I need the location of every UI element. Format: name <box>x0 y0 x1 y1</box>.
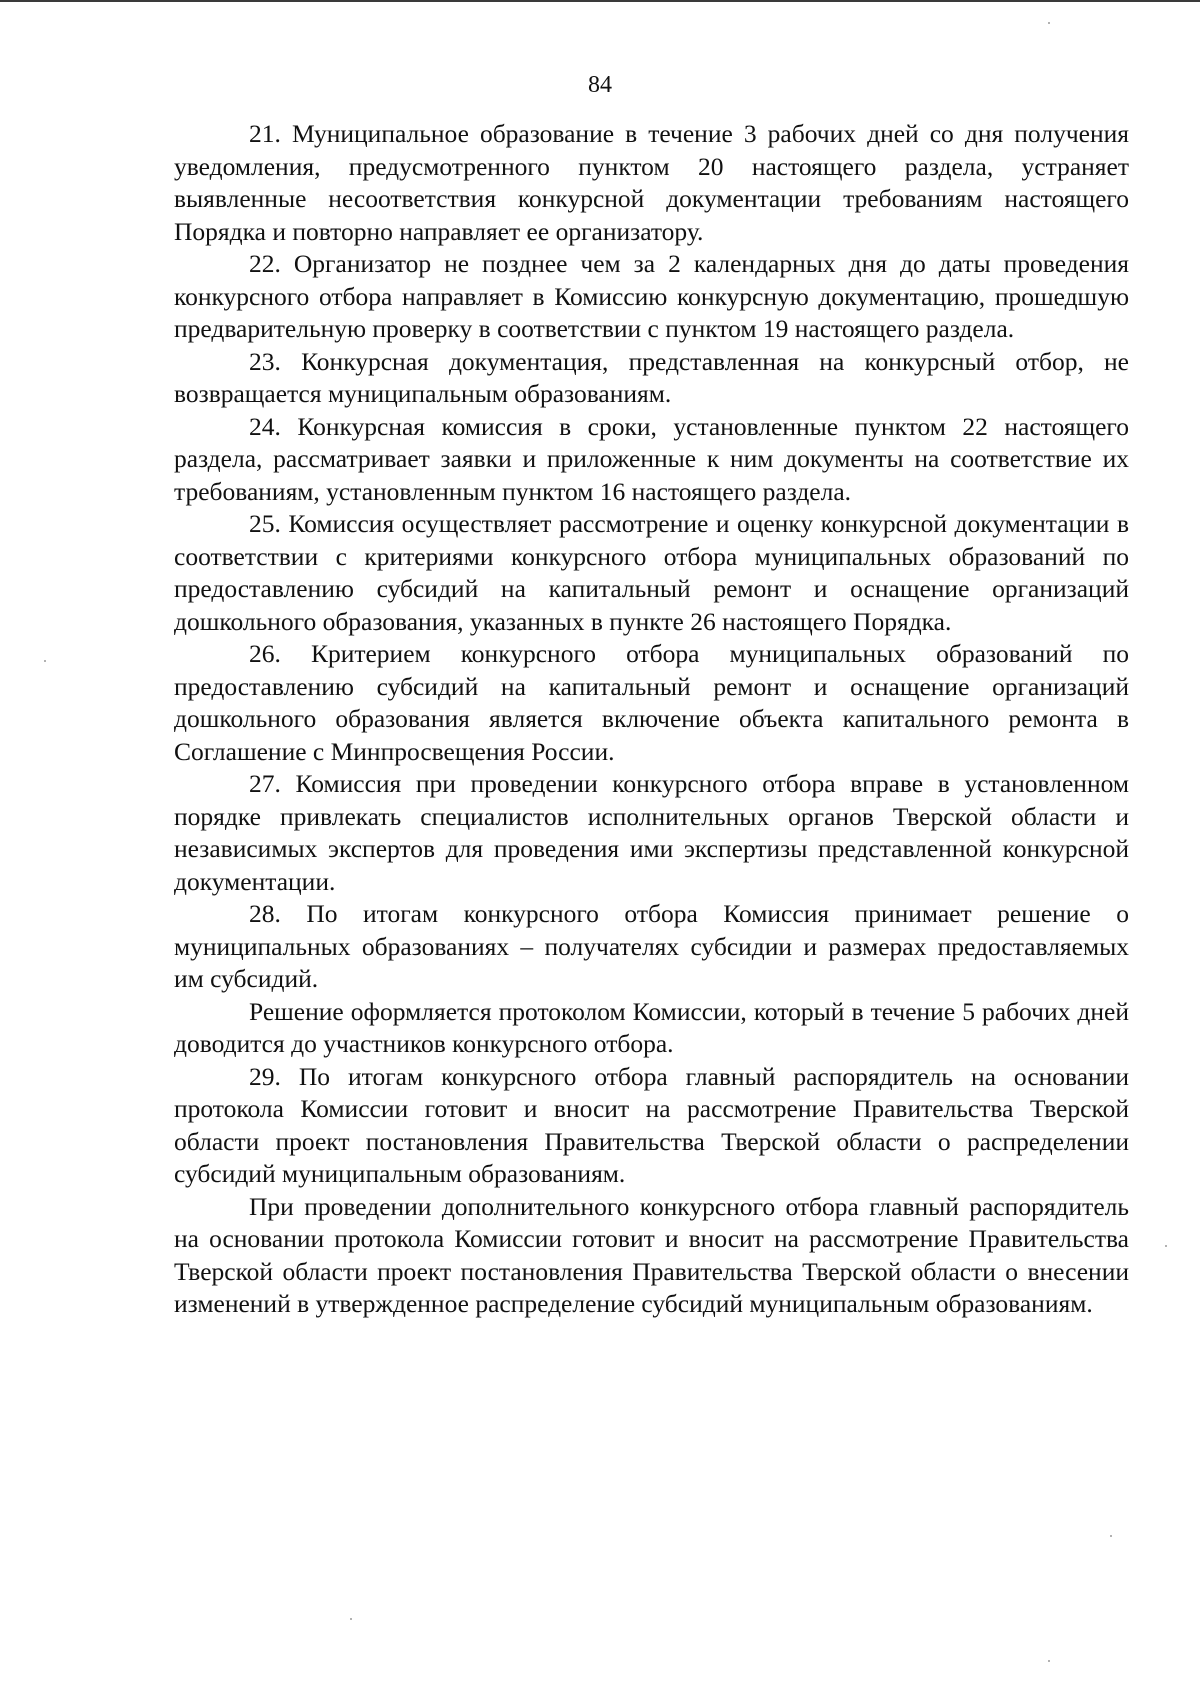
paragraph-25: 25. Комиссия осуществляет рассмотрение и оценку конкурсной документации в соответствии с критериями конкурсного отбора муниципальных образований по предоставлению субсидий на капитальный ремонт и оснащение организаций дошкольного образования, указанных в пункте 26 настоящего Порядка. <box>174 509 1129 636</box>
paragraph-29: 29. По итогам конкурсного отбора главный распорядитель на основании протокола Комиссии готовит и вносит на рассмотрение Правительства Тверской области проект постановления Правительства Тверской области о распределении субсидий муниципальным образованиям. <box>174 1061 1129 1188</box>
paragraph-23: 23. Конкурсная документация, представленная на конкурсный отбор, не возвращается муниципальным образованиям. <box>174 346 1129 408</box>
paragraph-26: 26. Критерием конкурсного отбора муниципальных образований по предоставлению субсидий на капитальный ремонт и оснащение организаций дошкольного образования является включение объекта капитального ремонта в Соглашение с Минпросвещения России. <box>174 639 1129 766</box>
scan-speck <box>44 660 46 662</box>
scan-speck <box>1048 1660 1050 1662</box>
page-number: 84 <box>588 72 612 98</box>
paragraph-27: 27. Комиссия при проведении конкурсного отбора вправе в установленном порядке привлекать специалистов исполнительных органов Тверской области и независимых экспертов для проведения ими экспертизы представленной конкурсной документации. <box>174 769 1129 896</box>
scan-speck <box>1165 1245 1167 1247</box>
scan-speck <box>1110 1535 1112 1537</box>
paragraph-22: 22. Организатор не позднее чем за 2 календарных дня до даты проведения конкурсного отбора направляет в Комиссию конкурсную документацию, прошедшую предварительную проверку в соответствии с пунктом 19 настоящего раздела. <box>174 249 1129 343</box>
paragraph-29-additional: При проведении дополнительного конкурсного отбора главный распорядитель на основании протокола Комиссии готовит и вносит на рассмотрение Правительства Тверской области проект постановления Правительства Тверской области о внесении изменений в утвержденное распределение субсидий муниципальным образованиям. <box>174 1191 1129 1318</box>
paragraph-21: 21. Муниципальное образование в течение 3 рабочих дней со дня получения уведомления, предусмотренного пунктом 20 настоящего раздела, устраняет выявленные несоответствия конкурсной документации требованиям настоящего Порядка и повторно направляет ее организатору. <box>174 119 1129 246</box>
paragraph-28-decision: Решение оформляется протоколом Комиссии, который в течение 5 рабочих дней доводится до участников конкурсного отбора. <box>174 996 1129 1058</box>
scan-speck <box>1048 22 1050 24</box>
scan-speck <box>350 1618 352 1620</box>
paragraph-28: 28. По итогам конкурсного отбора Комиссия принимает решение о муниципальных образованиях – получателях субсидии и размерах предоставляемых им субсидий. <box>174 899 1129 993</box>
paragraph-24: 24. Конкурсная комиссия в сроки, установленные пунктом 22 настоящего раздела, рассматривает заявки и приложенные к ним документы на соответствие их требованиям, установленным пунктом 16 настоящего раздела. <box>174 411 1129 506</box>
document-body <box>174 118 1129 1321</box>
scan-top-edge <box>0 0 1200 2</box>
